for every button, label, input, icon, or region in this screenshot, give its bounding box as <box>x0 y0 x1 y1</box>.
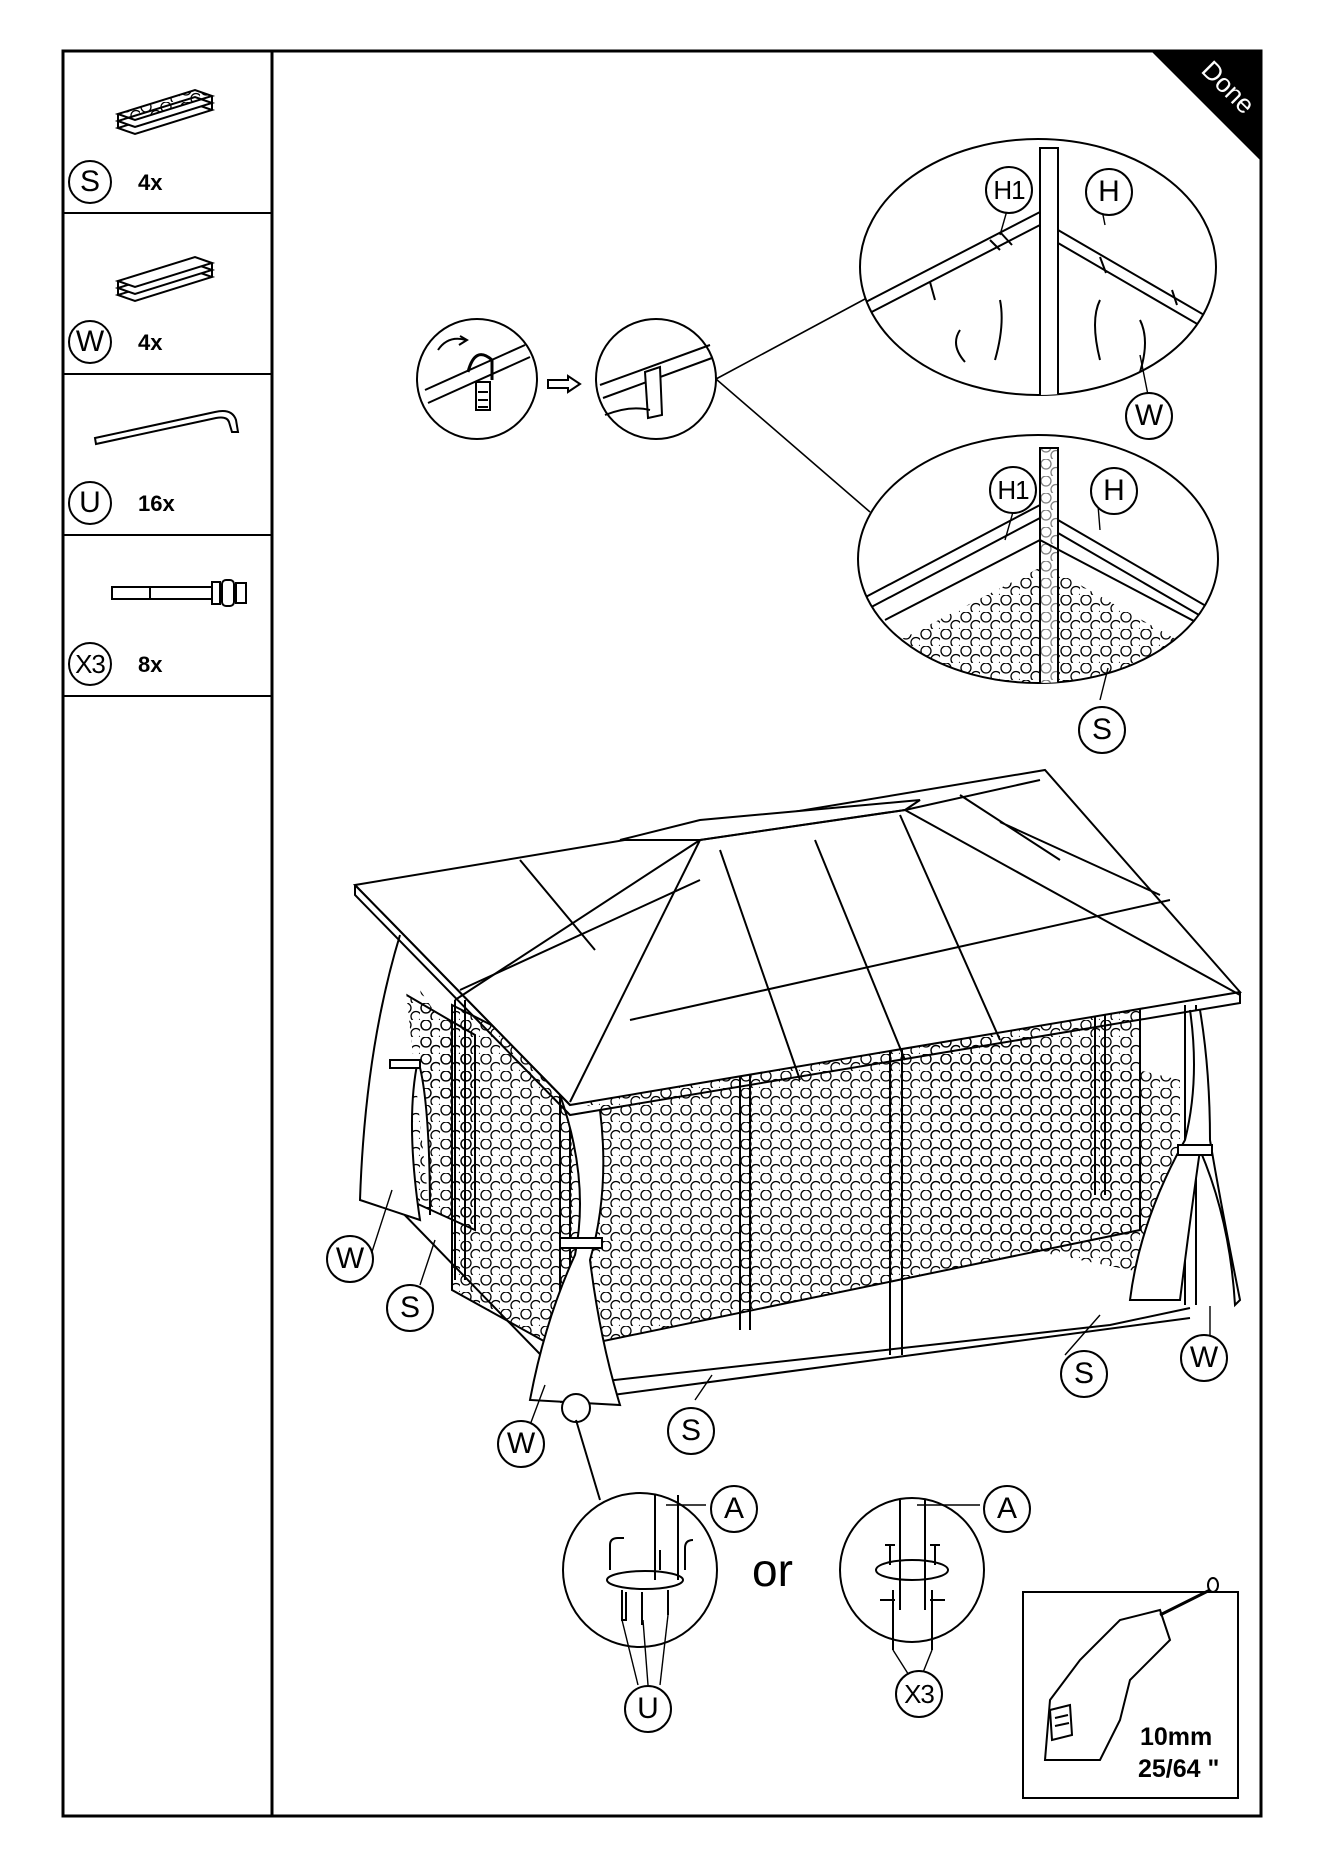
part-letter-u: U <box>68 481 112 525</box>
part-letter-x3: X3 <box>68 642 112 686</box>
label-a-left: A <box>710 1485 758 1533</box>
label-w-front: W <box>497 1420 545 1468</box>
stake-anchor-detail <box>563 1493 717 1647</box>
done-tag: Done <box>1195 54 1261 120</box>
part-letter-w: W <box>68 320 112 364</box>
label-s-right: S <box>1060 1350 1108 1398</box>
label-s-left: S <box>386 1284 434 1332</box>
label-h-top: H <box>1085 168 1133 216</box>
part-qty-u: 16x <box>138 491 175 516</box>
label-u-bottom: U <box>624 1685 672 1733</box>
or-text: or <box>752 1544 793 1596</box>
part-qty-s: 4x <box>138 170 163 195</box>
label-h-mid: H <box>1090 467 1138 515</box>
anchor-bolt-icon <box>112 580 246 606</box>
label-h1-mid: H1 <box>989 466 1037 514</box>
curtain-panel-icon <box>118 257 212 301</box>
strap-wrap-detail <box>417 319 716 439</box>
mesh-corner-detail <box>858 435 1230 708</box>
part-letter-s: S <box>68 160 112 204</box>
label-w-right: W <box>1180 1334 1228 1382</box>
label-s-mid: S <box>1078 706 1126 754</box>
ground-stake-icon <box>95 411 238 444</box>
label-w-top: W <box>1125 392 1173 440</box>
label-x3-bottom: X3 <box>895 1670 943 1718</box>
label-w-left: W <box>326 1235 374 1283</box>
label-s-front: S <box>667 1407 715 1455</box>
drill-size-in: 25/64 " <box>1138 1755 1220 1783</box>
gazebo-drawing <box>355 770 1240 1500</box>
part-qty-w: 4x <box>138 330 163 355</box>
drill-size-mm: 10mm <box>1140 1723 1213 1751</box>
label-a-right: A <box>983 1485 1031 1533</box>
label-h1-top: H1 <box>985 166 1033 214</box>
bolt-anchor-detail <box>840 1498 984 1650</box>
mesh-panel-icon <box>118 90 212 134</box>
part-qty-x3: 8x <box>138 652 163 677</box>
curtain-corner-detail <box>860 139 1230 408</box>
